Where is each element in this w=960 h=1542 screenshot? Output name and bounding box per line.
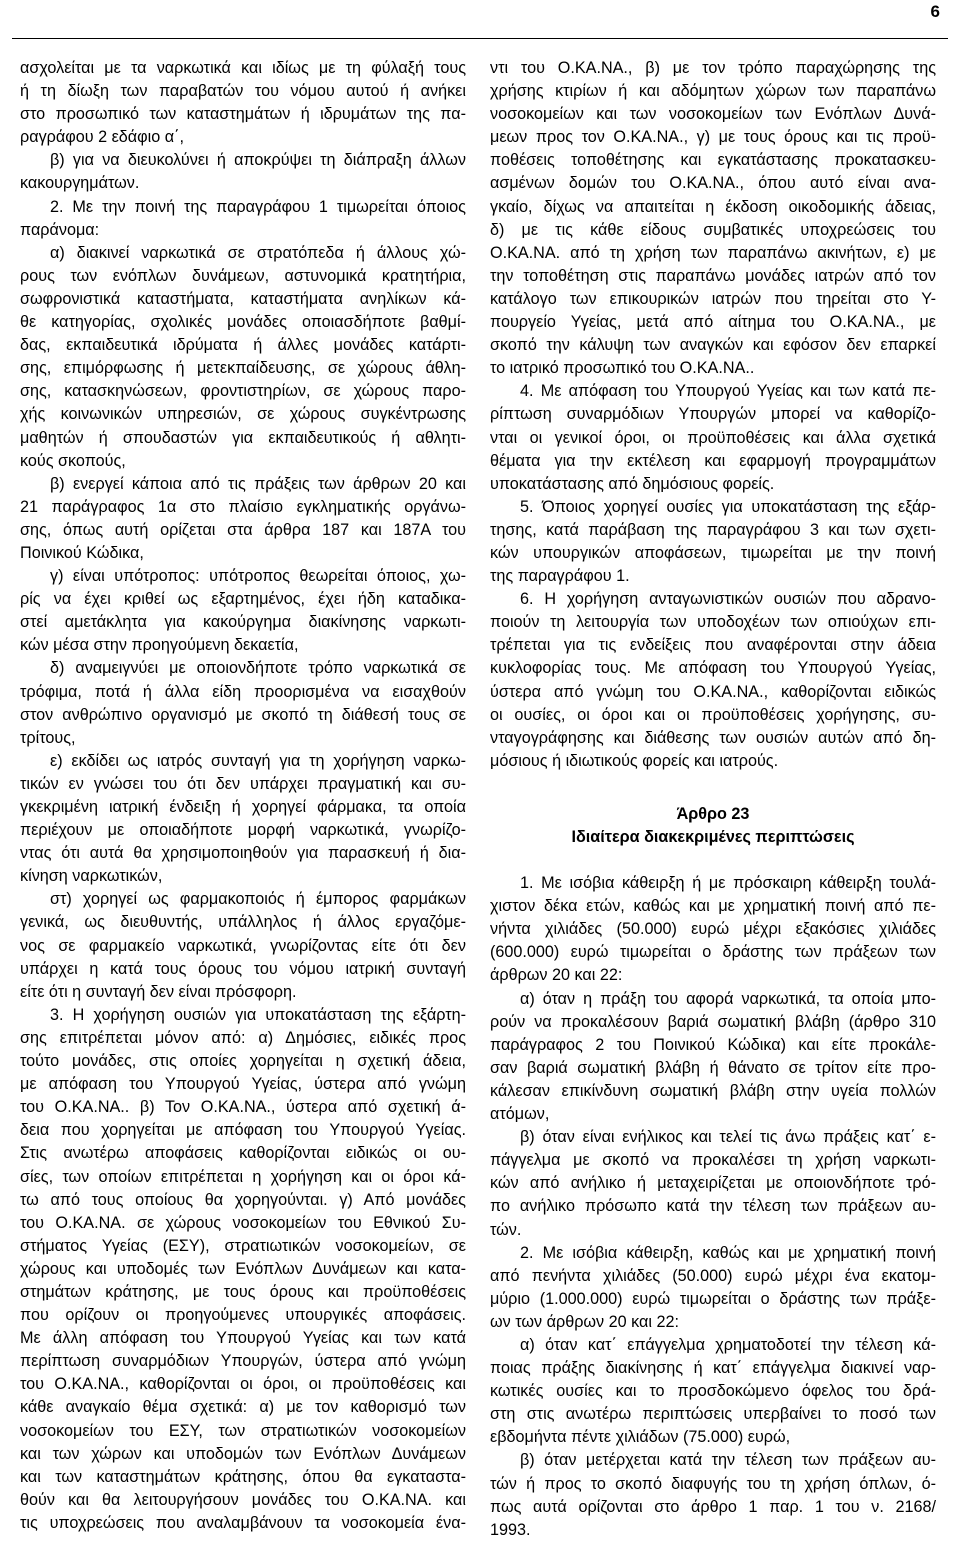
text-line: σης, όπως αυτή ορίζεται στα άρθρα 187 και 187Α του — [20, 520, 466, 539]
text-line: με απόφαση του Υπουργού Υγείας, ύστερα από γνώμη — [20, 1075, 466, 1094]
text-line: ποιας πράξης διακίνησης ή κατ΄ επάγγελμα διακινεί ναρ- — [490, 1359, 936, 1378]
page-number: 6 — [930, 2, 940, 21]
text-line: κίνηση ναρκωτικών, — [20, 867, 163, 886]
text-line: 1993. — [490, 1520, 531, 1539]
text-line: το ιατρικό προσωπικό του Ο.ΚΑ.ΝΑ.. — [490, 359, 755, 378]
text-line: β) όταν μετέρχεται κατά την τέλεση των πράξεων αυ- — [520, 1451, 936, 1470]
text-line: του Ο.ΚΑ.ΝΑ., καθορίζονται οι όροι, οι προϋποθέσεις και — [20, 1375, 466, 1394]
text-line: νται οι γενικοί όροι, οι προϋποθέσεις και άλλα σχετικά — [490, 428, 936, 447]
text-line: 1. Με ισόβια κάθειρξη ή με πρόσκαιρη κάθειρξη τουλά- — [520, 874, 936, 893]
text-line: πο ανήλικο πρόσωπο κατά την τέλεση των πράξεων αυ- — [490, 1197, 936, 1216]
text-line: 5. Όποιος χορηγεί ουσίες για υποκατάσταση της εξάρ- — [520, 497, 936, 516]
text-line: ρίπτωση συναρμόδιων Υπουργών μπορεί να καθορίζο- — [490, 405, 936, 424]
text-line: χρήσης κτιρίων ή και αδόμητων χώρων των παραπάνω — [490, 82, 936, 101]
text-line: β) ενεργεί κάποια από τις πράξεις των άρθρων 20 και — [50, 474, 466, 493]
text-line: δ) με τις κάθε είδους συμβατικές υποχρεώσεις του — [490, 220, 936, 239]
text-line: στη στις ανωτέρω περιπτώσεις υπερβαίνει το ποσό των — [490, 1405, 936, 1424]
text-line: μεων προς τον Ο.ΚΑ.ΝΑ., γ) με τους όρους και τις προϋ- — [490, 128, 936, 147]
text-line: ασχολείται με τα ναρκωτικά και ιδίως με τη φύλαξή τους — [20, 59, 466, 77]
text-line: κών υπουργικών αποφάσεων, τιμωρείται με την ποινή — [490, 543, 936, 562]
text-line: ραγράφου 2 εδάφιο α΄, — [20, 128, 185, 147]
text-line: εβδομήντα πέντε χιλιάδων (75.000) ευρώ, — [490, 1428, 791, 1447]
text-line: πάγγελμα με σκοπό να προκαλέσει τη χρήση ναρκωτι- — [490, 1151, 936, 1170]
text-line: σωφρονιστικά καταστήματα, καταστήματα ανηλίκων κά- — [20, 289, 466, 308]
text-line: νος σε φαρμακείο ναρκωτικά, γνωρίζοντας είτε ότι δεν — [20, 936, 466, 955]
text-line: ποθέσεις τοποθέτησης και εγκατάστασης προκατασκευ- — [490, 151, 936, 170]
text-line: μαθητών ή σπουδαστών για εκπαιδευτικούς ή αθλητι- — [20, 428, 466, 447]
text-line: σης, κατασκηνώσεων, φροντιστηρίων, σε χώρους παρο- — [20, 382, 466, 401]
text-line: Με άλλη απόφαση του Υπουργού Υγείας και των κατά — [20, 1329, 466, 1348]
text-line: του Ο.ΚΑ.ΝΑ. σε χώρους νοσοκομείων του Εθνικού Συ- — [20, 1213, 466, 1232]
text-line: 3. Η χορήγηση ουσιών για υποκατάσταση της εξάρτη- — [50, 1005, 466, 1024]
text-line: του Ο.ΚΑ.ΝΑ.. β) Τον Ο.ΚΑ.ΝΑ., ύστερα από σχετική ά- — [20, 1098, 466, 1117]
text-line: χώρους και υποδομές των Ενόπλων Δυνάμεων και κατα- — [20, 1259, 466, 1278]
text-line: γ) είναι υπότροπος: υπότροπος θεωρείται όποιος, χω- — [50, 567, 466, 586]
text-line: τούτο μονάδες, στις οποίες χορηγείται η σχετική άδεια, — [20, 1052, 466, 1071]
text-line: από πενήντα χιλιάδες (50.000) ευρώ μέχρι ένα εκατομ- — [490, 1266, 936, 1285]
text-line: σης επιτρέπεται μόνον από: α) Δημόσιες, ειδικές προς — [20, 1028, 466, 1047]
text-line: ντι του Ο.ΚΑ.ΝΑ., β) με τον τρόπο παραχώρησης της — [490, 59, 936, 77]
text-line: κυκλοφορίας τους. Με απόφαση του Υπουργού Υγείας, — [490, 659, 936, 678]
text-line: που ορίζουν οι προηγούμενες υπουργικές αποφάσεις. — [20, 1306, 466, 1325]
text-line: στήματος Υγείας (ΕΣΥ), στρατιωτικών νοσοκομείων, σε — [20, 1236, 466, 1255]
text-line: 21 παράγραφος 1α στο πλαίσιο εγκληματικής οργάνω- — [20, 497, 466, 516]
text-line: χής κοινωνικών υπηρεσιών, σε χώρους συγκέντρωσης — [20, 405, 466, 424]
text-line: Ο.ΚΑ.ΝΑ. από τη χρήση των παραπάνω ακινήτων, ε) με — [490, 243, 936, 262]
text-line: Στις ανωτέρω αποφάσεις καθορίζονται ειδικώς οι ου- — [20, 1144, 466, 1163]
text-line: σαν βαριά σωματική βλάβη ή θάνατο σε τρίτον είτε προ- — [490, 1058, 936, 1077]
text-line: κακουργημάτων. — [20, 174, 140, 193]
text-line: ων των άρθρων 20 και 22: — [490, 1312, 679, 1331]
text-line: β) όταν είναι ενήλικος και τελεί τις άνω πράξεις κατ΄ ε- — [520, 1128, 936, 1147]
text-line: κούς σκοπούς, — [20, 451, 126, 470]
text-line: τών ή προς το σκοπό διαφυγής του τη χρήση όπλων, ό- — [490, 1474, 936, 1493]
text-line: κωτικές ουσίες και το προσδοκώμενο όφελος του δρά- — [490, 1382, 936, 1401]
text-line: τών. — [490, 1220, 522, 1239]
text-line: δας, εκπαιδευτικά ιδρύματα ή άλλες μονάδες κατάρτι- — [20, 336, 466, 355]
text-line: της παραγράφου 1. — [490, 567, 630, 586]
text-line: ρούν να προκαλέσουν βαριά σωματική βλάβη (άρθρο 310 — [490, 1012, 936, 1031]
text-line: δ) αναμειγνύει με οποιονδήποτε τρόπο ναρκωτικά σε — [50, 659, 466, 678]
text-line: σκοπό την κάλυψη των αναγκών και εφόσον δεν επαρκεί — [490, 336, 936, 355]
heading-spacer — [490, 849, 936, 872]
text-line: γκεκριμένη ιατρική ένδειξη ή χορηγεί φάρμακα, τα οποία — [20, 798, 466, 816]
text-line: γκαίο, δίχως να απαιτείται η έκδοση οικοδομικής άδειας, — [490, 197, 936, 216]
text-line: σης, επιμόρφωσης ή μετεκπαίδευσης, σε χώρους άθλη- — [20, 359, 466, 378]
text-line: μύριο (1.000.000) ευρώ τιμωρείται ο δράστης των πράξε- — [490, 1289, 936, 1308]
text-line: υπάρχει η κατά τους όρους του νόμου ιατρική συνταγή — [20, 959, 466, 978]
text-line: γενικά, ως διευθυντής, υπάλληλος ή άλλος εργαζόμε- — [20, 913, 466, 932]
text-line: α) διακινεί ναρκωτικά σε στρατόπεδα ή άλλους χώ- — [50, 243, 466, 262]
text-line: είτε ότι η συνταγή δεν είναι πρόσφορη. — [20, 982, 297, 1001]
text-line: κών από ανήλικο ή μεταχειρίζεται με οποιονδήποτε τρό- — [490, 1174, 936, 1193]
text-line: ρους των ενόπλων δυνάμεων, αστυνομικά κρατητήρια, — [20, 266, 466, 285]
text-line: β) για να διευκολύνει ή αποκρύψει τη διάπραξη άλλων — [50, 151, 466, 170]
text-line: 2. Με ισόβια κάθειρξη, καθώς και με χρηματική ποινή — [520, 1243, 936, 1262]
text-line: τικών εν γνώσει του ότι δεν υπάρχει πραγματική και συ- — [20, 774, 466, 793]
text-line: (600.000) ευρώ τιμωρείται ο δράστης των πράξεων των — [490, 943, 936, 962]
text-line: την τοποθέτηση στις παραπάνω μονάδες ιατρών από τον — [490, 266, 936, 285]
text-line: ε) εκδίδει ως ιατρός συνταγή για τη χορήγηση ναρκω- — [50, 751, 466, 770]
left-column — [20, 57, 466, 1535]
text-line: τρίτους, — [20, 728, 76, 747]
text-line: ή τη δίωξη των παραβατών του νόμου αυτού ή ανήκει — [20, 82, 466, 101]
text-line: α) όταν κατ΄ επάγγελμα χρηματοδοτεί την τέλεση κά- — [520, 1335, 936, 1354]
text-line: κατάλογο των επικουρικών ιατρών που τηρείται στο Υ- — [490, 289, 936, 308]
text-line: και των χώρων και υποδομών των Ενόπλων Δυνάμεων — [20, 1444, 466, 1463]
text-line: κάλεσαν επικίνδυνη σωματική βλάβη στην υγεία πολλών — [490, 1081, 936, 1100]
text-line: ντας ότι αυτά θα χρησιμοποιηθούν για παρασκευή ή δια- — [20, 844, 466, 863]
text-line: 4. Με απόφαση του Υπουργού Υγείας και των κατά πε- — [520, 382, 936, 401]
text-line: ασμένων δομών του Ο.ΚΑ.ΝΑ., όπου αυτό είναι ανα- — [490, 174, 936, 193]
text-line: περιέχουν με οποιαδήποτε μορφή ναρκωτικά, γνωρίζο- — [20, 821, 466, 840]
text-line: δεια που χορηγείται με απόφαση του Υπουργού Υγείας. — [20, 1121, 466, 1140]
text-line: τις υποχρεώσεις που αναλαμβάνουν τα νοσοκομεία ένα- — [20, 1513, 466, 1532]
header-rule — [12, 38, 948, 39]
text-line: τησης, κατά παράβαση της παραγράφου 3 και των σχετι- — [490, 520, 936, 539]
text-line: περίπτωση συναρμόδιων Υπουργών, ύστερα από γνώμη — [20, 1352, 466, 1371]
text-line: 2. Με την ποινή της παραγράφου 1 τιμωρείται όποιος — [50, 197, 466, 216]
text-line: κάθε αναγκαίο θέμα σχετικά: α) με τον καθορισμό των — [20, 1398, 466, 1417]
text-line: υποκατάστασης από δημόσιους φορείς. — [490, 474, 775, 493]
text-line: παράνομα: — [20, 220, 100, 239]
text-line: οι ουσίες, οι όροι και οι προϋποθέσεις χορήγησης, συ- — [490, 705, 936, 724]
text-line: θούν και θα λειτουργήσουν μονάδες του Ο.ΚΑ.ΝΑ. και — [20, 1490, 466, 1509]
right-column-text-top — [490, 57, 936, 773]
text-line: στ) χορηγεί ως φαρμακοποιός ή έμπορος φαρμάκων — [50, 890, 466, 909]
text-line: ύστερα από γνώμη του Ο.ΚΑ.ΝΑ., καθορίζονται ειδικώς — [490, 682, 936, 701]
text-line: μόσιους ή ιδιωτικούς φορείς και ιατρούς. — [490, 751, 779, 770]
text-line: και των καταστημάτων κράτησης, όπου θα εγκαταστα- — [20, 1467, 466, 1486]
article-subheading: Ιδιαίτερα διακεκριμένες περιπτώσεις — [571, 828, 855, 846]
text-line: άρθρων 20 και 22: — [490, 966, 623, 985]
text-line: πως αυτά ορίζονται στο άρθρο 1 παρ. 1 του ν. 2168/ — [490, 1497, 936, 1516]
text-line: στεί αμετάκλητα για κακούργημα διακίνησης ναρκωτι- — [20, 613, 466, 632]
text-line: στον ανθρώπινο οργανισμό με σκοπό τη διάθεσή τους σε — [20, 705, 466, 724]
text-line: ατόμων, — [490, 1105, 550, 1124]
text-line: νοσοκομείων του ΕΣΥ, των στρατιωτικών νοσοκομείων — [20, 1421, 466, 1440]
text-line: νήντα χιλιάδες (50.000) ευρώ μέχρι εξακόσιες χιλιάδες — [490, 920, 936, 939]
text-line: θε κατηγορίας, σχολικές μονάδες οποιασδήποτε βαθμί- — [20, 313, 466, 332]
text-line: παράγραφος 2 του Ποινικού Κώδικα) και είτε προκάλε- — [490, 1035, 936, 1054]
text-line: σίες, των οποίων επιτρέπεται η χορήγηση και οι όροι κά- — [20, 1167, 466, 1186]
text-line: στο προσωπικό των καταστημάτων ή ιδρυμάτων της πα- — [20, 105, 466, 124]
text-line: θέματα για την εκτέλεση και εφαρμογή προγραμμάτων — [490, 451, 936, 470]
text-line: νοσοκομείων και των νοσοκομείων των Ενόπλων Δυνά- — [490, 105, 936, 124]
text-line: στημάτων κράτησης, με τους όρους και προϋποθέσεις — [20, 1282, 466, 1301]
article-heading: Άρθρο 23 — [676, 804, 750, 823]
text-line: Ποινικού Κώδικα, — [20, 543, 144, 562]
text-line: ρίς να έχει κριθεί ως εξαρτημένος, έχει ήδη καταδικα- — [20, 590, 466, 609]
right-column — [490, 57, 936, 1542]
text-line: νταγογράφησης και διάθεσης των ουσιών αυτών από δη- — [490, 728, 936, 747]
text-line: τω από τους οποίους θα χορηγούνται. γ) Από μονάδες — [20, 1190, 466, 1209]
text-line: κών μέσα στην προηγούμενη δεκαετία, — [20, 636, 299, 655]
text-line: τρέπεται για τις ενδείξεις που αναφέρονται στην άδεια — [490, 636, 936, 655]
right-column-text-bottom — [490, 872, 936, 1542]
text-line: 6. Η χορήγηση ανταγωνιστικών ουσιών που αδρανο- — [520, 590, 936, 609]
text-line: χιστον δέκα ετών, καθώς και με χρηματική ποινή από πε- — [490, 897, 936, 916]
text-line: α) όταν η πράξη του αφορά ναρκωτικά, τα οποία μπο- — [520, 989, 936, 1008]
text-line: πουργείο Υγείας, μετά από αίτημα του Ο.ΚΑ.ΝΑ., με — [490, 313, 936, 332]
text-line: τρόφιμα, ποτά ή άλλα είδη προορισμένα να εισαχθούν — [20, 682, 466, 701]
text-line: ποιούν τη λειτουργία των υποδοχέων των οπιούχων επι- — [490, 613, 936, 632]
